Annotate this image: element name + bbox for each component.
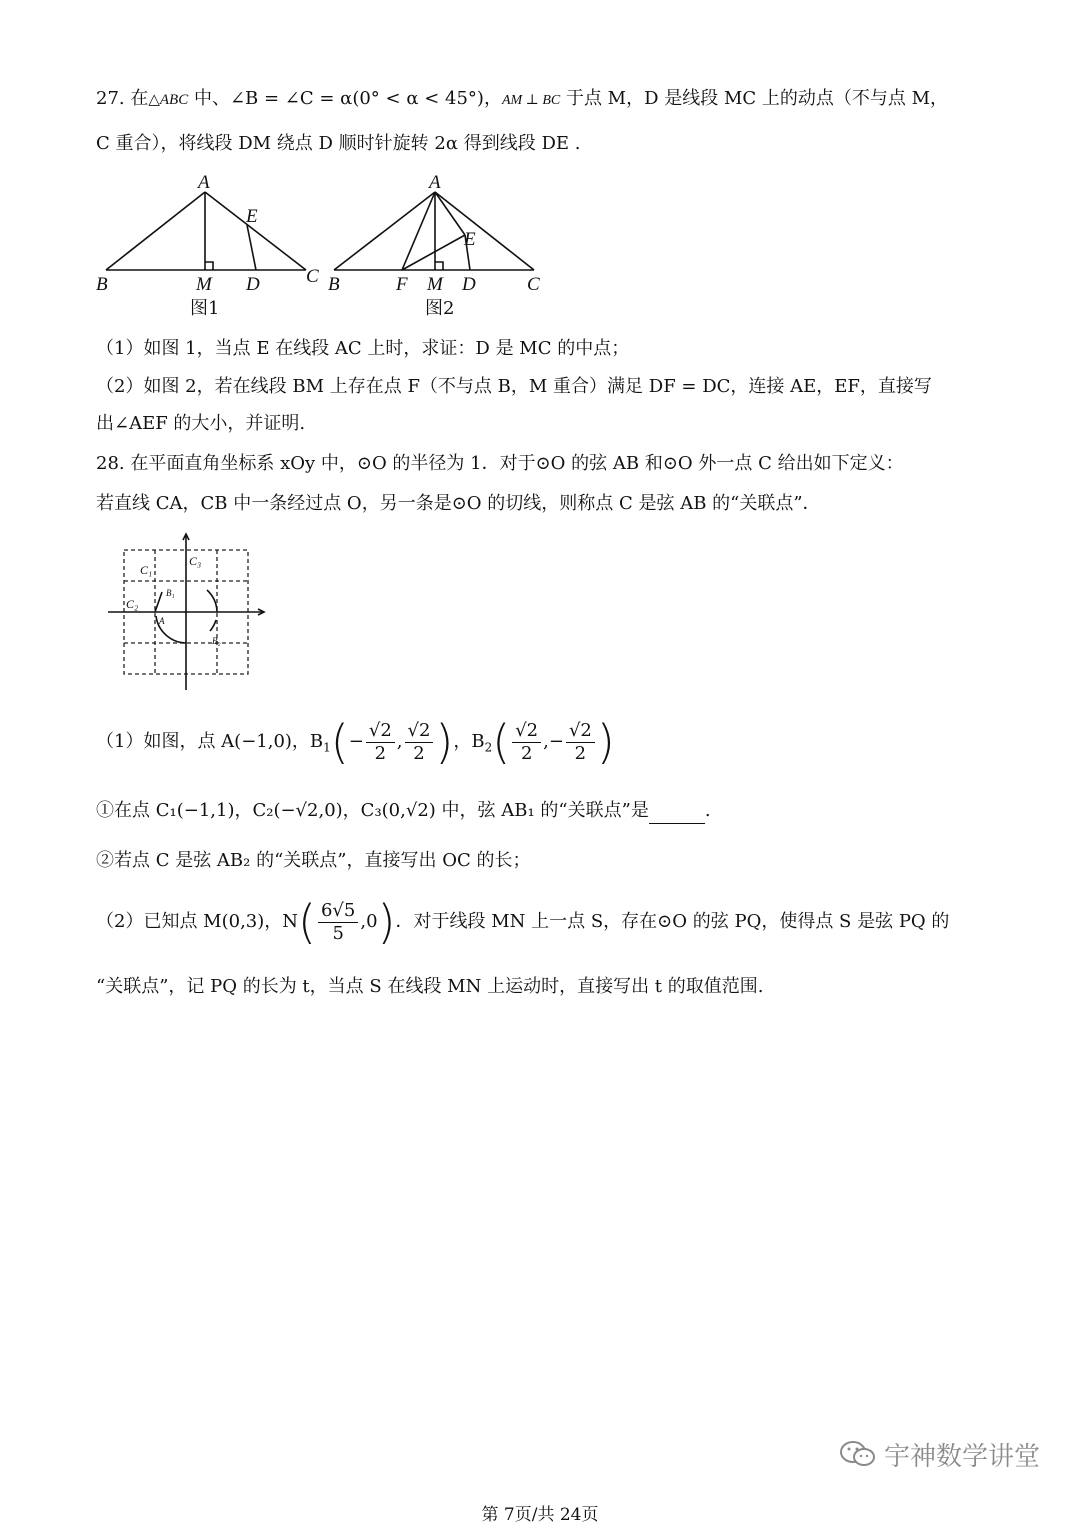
point-c1-label: C₁ xyxy=(140,563,153,577)
q28-sub2: ②若点 C 是弦 AB₂ 的“关联点”，直接写出 OC 的长； xyxy=(96,850,531,871)
q28-part1-points xyxy=(96,714,615,776)
fraction-b2-x xyxy=(512,720,541,765)
q27-intro: 27. 在 xyxy=(96,88,149,109)
comma: ， xyxy=(483,88,502,109)
sub1-text: ①在点 C₁(−1,1)，C₂(−√2,0)，C₃(0,√2) 中，弦 AB₁ 的“关联点”是 xyxy=(96,800,649,821)
fig1-label-e: E xyxy=(246,206,258,227)
q27-part1: （1）如图 1，当点 E 在线段 AC 上时，求证：D 是 MC 的中点； xyxy=(96,338,630,359)
left-paren: ( xyxy=(330,715,349,769)
fig2-segment-af xyxy=(402,192,435,270)
q28-line1: 28. 在平面直角坐标系 xOy 中，⊙O 的半径为 1．对于⊙O 的弦 AB 和⊙O 外一点 C 给出如下定义： xyxy=(96,453,904,474)
circle-arc-lower-right xyxy=(210,620,216,631)
right-paren: ) xyxy=(435,715,454,769)
fraction-numerator: √2 xyxy=(405,720,434,743)
q27-line1 xyxy=(96,86,948,114)
b2-subscript: 2 xyxy=(484,740,493,755)
fig1-caption: 图1 xyxy=(190,298,220,319)
fig2-segment-ac xyxy=(435,192,534,270)
point-b1-label: B₁ xyxy=(166,588,175,598)
perpendicular-condition: AM ⊥ BC xyxy=(501,93,561,108)
fig2-label-e: E xyxy=(464,229,476,250)
fraction-numerator: √2 xyxy=(366,720,395,743)
right-paren: ) xyxy=(596,715,615,769)
watermark-text: 宇神数学讲堂 xyxy=(884,1442,1041,1472)
page-number: 第 7页/共 24页 xyxy=(481,1505,599,1525)
left-paren: ( xyxy=(298,895,316,949)
fig2-label-m: M xyxy=(427,274,443,295)
comma-minus: ,− xyxy=(543,731,564,752)
q28-line2: 若直线 CA，CB 中一条经过点 O，另一条是⊙O 的切线，则称点 C 是弦 AB 的“关联点”． xyxy=(96,493,821,514)
q27-figures xyxy=(90,170,560,325)
right-paren: ) xyxy=(377,895,396,949)
point-b2-label: B₂ xyxy=(212,636,221,646)
fig2-segment-fe xyxy=(402,235,465,270)
fig2-segment-ae xyxy=(435,192,465,235)
chord-line xyxy=(155,592,162,612)
q27-line2: C 重合），将线段 DM 绕点 D 顺时针旋转 2α 得到线段 DE . xyxy=(96,133,581,154)
part2-points-text: （2）已知点 M(0,3)，N xyxy=(96,911,299,932)
q28-part2-line2: “关联点”，记 PQ 的长为 t，当点 S 在线段 MN 上运动时，直接写出 t 的取值范围. xyxy=(96,976,764,997)
fraction-denominator: 2 xyxy=(413,742,425,764)
fig1-label-d: D xyxy=(246,274,260,295)
fig1-label-c: C xyxy=(306,266,319,287)
alpha-range: (0° < α < 45°) xyxy=(352,88,484,109)
fig2-label-f: F xyxy=(396,274,408,295)
comma: , xyxy=(396,731,403,752)
fig1-label-b: B xyxy=(96,274,108,295)
fraction-b2-y xyxy=(566,720,595,765)
q28-part2-line1 xyxy=(96,892,949,952)
fig1-segment-ab xyxy=(106,192,205,270)
fig2-caption: 图2 xyxy=(425,298,455,319)
figure-2 xyxy=(334,192,534,270)
point-c2-label: C₂ xyxy=(126,597,139,611)
fig2-label-b: B xyxy=(328,274,340,295)
n-y-coordinate: ,0 xyxy=(360,911,378,932)
fig1-right-angle-mark xyxy=(205,262,213,270)
point-c3-label: C₃ xyxy=(189,554,202,568)
part2-text: ．对于线段 MN 上一点 S，存在⊙O 的弦 PQ，使得点 S 是弦 PQ 的 xyxy=(395,911,950,932)
fraction-b1-x xyxy=(366,720,395,765)
fraction-denominator: 2 xyxy=(574,742,587,764)
fig2-label-a: A xyxy=(429,172,441,193)
q28-grid-figure xyxy=(104,530,269,692)
left-paren: ( xyxy=(492,715,511,769)
point-a-label: A xyxy=(159,616,165,626)
fraction-numerator: √2 xyxy=(566,720,595,743)
fig2-label-d: D xyxy=(462,274,476,295)
fig2-right-angle-mark xyxy=(435,262,443,270)
fraction-numerator: 6√5 xyxy=(318,900,358,923)
b1-subscript: 1 xyxy=(323,740,331,755)
q28-sub1 xyxy=(96,798,711,824)
circle-arc-upper-right xyxy=(207,590,217,612)
minus-sign: − xyxy=(348,731,364,752)
wechat-icon xyxy=(838,1439,878,1476)
fig2-segment-ab xyxy=(334,192,435,270)
q27-part2-line1: （2）如图 2，若在线段 BM 上存在点 F（不与点 B，M 重合）满足 DF = DC，连接 AE，EF，直接写 xyxy=(96,376,932,397)
fraction-denominator: 2 xyxy=(374,742,387,764)
figure-1 xyxy=(106,192,306,270)
fig2-label-c: C xyxy=(527,274,540,295)
q27-part2-line2: 出∠AEF 的大小，并证明. xyxy=(96,413,306,434)
fig1-label-m: M xyxy=(196,274,212,295)
fraction-b1-y xyxy=(405,720,434,765)
fig1-label-a: A xyxy=(198,172,210,193)
watermark xyxy=(838,1436,1040,1476)
q27-line1-rest: 于点 M，D 是线段 MC 上的动点（不与点 M， xyxy=(560,88,949,109)
triangle-abc: △ABC xyxy=(148,92,189,108)
point-b2-text: ，B xyxy=(453,731,485,752)
fraction-denominator: 5 xyxy=(332,922,344,944)
fraction-numerator: √2 xyxy=(512,720,541,743)
angle-condition: 中、∠B = ∠C = α xyxy=(188,88,353,109)
fraction-denominator: 2 xyxy=(520,742,533,764)
fraction-n-x xyxy=(318,900,358,945)
answer-blank xyxy=(649,805,705,824)
period: . xyxy=(704,800,711,821)
fig1-segment-ac xyxy=(205,192,306,270)
point-a-text: （1）如图，点 A(−1,0)，B xyxy=(96,731,324,752)
fig1-segment-de xyxy=(247,225,256,270)
